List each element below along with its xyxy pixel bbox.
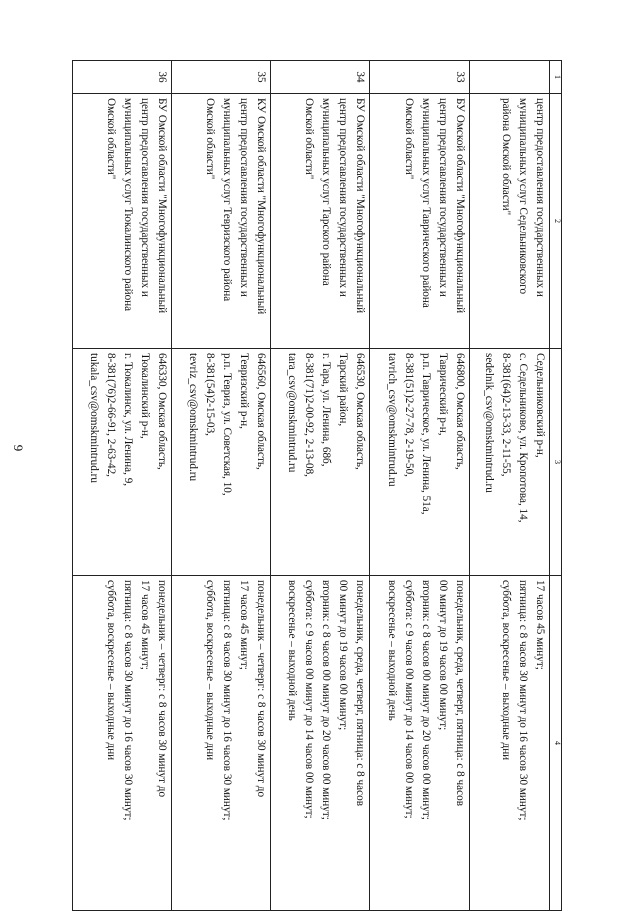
center-name-line: БУ Омской области "Многофункциональный [354, 98, 367, 314]
table-row [469, 61, 549, 911]
working-hours-line: 17 часов 45 минут; [238, 580, 251, 670]
center-name-line: Омской области" [402, 98, 415, 180]
working-hours-line: воскресенье – выходной день [286, 580, 299, 721]
row-number-cell: 35 [172, 61, 271, 94]
row-number-cell [469, 61, 549, 94]
row-number-cell: 34 [271, 61, 370, 94]
working-hours-line: понедельник – четверг: с 8 часов 30 минут до [156, 580, 169, 798]
address-line: с. Седельниково, ул. Кропотова, 14, [516, 353, 529, 523]
table-body [73, 61, 550, 911]
address-line: 8-381(54)2-15-03, [204, 353, 217, 436]
address-line: Седельниковский р-н, [533, 353, 546, 458]
center-name-cell [172, 94, 271, 349]
address-line: г. Тюкалинск, ул. Ленина, 9, [122, 353, 135, 487]
address-contacts-cell [172, 349, 271, 576]
center-name-line: БУ Омской области "Многофункциональный [453, 98, 466, 314]
address-line: р.п. Таврическое, ул. Ленина, 51а, [419, 353, 432, 515]
address-contacts-cell [469, 349, 549, 576]
working-hours-line: понедельник, среда, четверг, пятница: с 8 часов [354, 580, 367, 806]
header-cell-address: 3 [549, 349, 561, 576]
working-hours-line: суббота: с 9 часов 00 минут до 14 часов 00 минут; [303, 580, 316, 819]
working-hours-line: пятница: с 8 часов 30 минут до 16 часов 30 минут; [122, 580, 135, 821]
address-line: sedelnik_csv@omskmintrud.ru [482, 353, 495, 493]
address-line: Тюкалинский р-н, [139, 353, 152, 439]
address-line: г. Тара, ул. Ленина, 68б, [320, 353, 333, 467]
table-row [73, 61, 172, 911]
table-row [271, 61, 370, 911]
working-hours-line: понедельник – четверг: с 8 часов 30 минут до [255, 580, 268, 798]
center-name-line: Омской области" [303, 98, 316, 180]
center-name-line: муниципальных услуг Тевризского района [221, 98, 234, 302]
center-name-line: центр предоставления государственных и [436, 98, 449, 297]
working-hours-cell [73, 576, 172, 911]
address-line: tavrich_csv@omskmintrud.ru [385, 353, 398, 487]
address-line: 646530, Омская область, [354, 353, 367, 470]
center-name-line: центр предоставления государственных и [533, 98, 546, 297]
address-line: 8-381(71)2-00-92, 2-13-08, [303, 353, 316, 477]
center-name-cell [370, 94, 469, 349]
page-number: 9 [11, 444, 26, 452]
address-line: tukala_csv@omskmintrud.ru [88, 353, 101, 483]
address-line: 8-381(51)2-27-78, 2-19-50, [402, 353, 415, 477]
center-name-line: муниципальных услуг Седельниковского [516, 98, 529, 295]
address-line: 8-381(76)2-66-91, 2-63-42, [105, 353, 118, 477]
working-hours-cell [172, 576, 271, 911]
center-name-line: центр предоставления государственных и [238, 98, 251, 297]
address-contacts-cell [73, 349, 172, 576]
center-name-line: центр предоставления государственных и [139, 98, 152, 297]
center-name-line: муниципальных услуг Тюкалинского района [122, 98, 135, 312]
address-line: 646560, Омская область, [255, 353, 268, 470]
working-hours-line: суббота, воскресенье – выходные дни [499, 580, 512, 761]
header-cell-num: 1 [549, 61, 561, 94]
center-name-line: центр предоставления государственных и [337, 98, 350, 297]
table-header-row [549, 61, 561, 911]
rotated-table-wrapper [72, 60, 562, 821]
address-line: 646330, Омская область, [156, 353, 169, 470]
working-hours-line: суббота: с 9 часов 00 минут до 14 часов 00 минут; [402, 580, 415, 819]
center-name-line: Омской области" [204, 98, 217, 180]
header-cell-hours: 4 [549, 576, 561, 911]
working-hours-line: суббота, воскресенье – выходные дни [105, 580, 118, 761]
working-hours-line: 00 минут до 19 часов 00 минут; [436, 580, 449, 731]
working-hours-line: пятница: с 8 часов 30 минут до 16 часов 30 минут; [516, 580, 529, 821]
center-name-line: БУ Омской области "Многофункциональный [156, 98, 169, 314]
row-number-cell: 36 [73, 61, 172, 94]
working-hours-cell [370, 576, 469, 911]
working-hours-cell [469, 576, 549, 911]
center-name-cell [469, 94, 549, 349]
table-row [370, 61, 469, 911]
table-row [172, 61, 271, 911]
header-cell-name: 2 [549, 94, 561, 349]
address-line: р.п. Тевриз, ул. Советская, 10, [221, 353, 234, 496]
address-line: tara_csv@omskmintrud.ru [286, 353, 299, 473]
mfc-register-table [72, 60, 562, 911]
working-hours-line: 17 часов 45 минут; [533, 580, 546, 670]
center-name-line: Омской области" [105, 98, 118, 180]
working-hours-line: вторник: с 8 часов 00 минут до 20 часов 00 минут; [320, 580, 333, 820]
center-name-cell [271, 94, 370, 349]
address-contacts-cell [370, 349, 469, 576]
address-line: tevriz_csv@omskmintrud.ru [187, 353, 200, 482]
working-hours-line: пятница: с 8 часов 30 минут до 16 часов 30 минут; [221, 580, 234, 821]
center-name-line: района Омской области" [499, 98, 512, 216]
working-hours-line: вторник: с 8 часов 00 минут до 20 часов 00 минут; [419, 580, 432, 820]
address-line: Тарский район, [337, 353, 350, 427]
working-hours-line: 00 минут до 19 часов 00 минут; [337, 580, 350, 731]
working-hours-cell [271, 576, 370, 911]
address-line: Таврический р-н, [436, 353, 449, 436]
address-line: 8-381(64)2-13-33, 2-11-55, [499, 353, 512, 477]
address-line: 646800, Омская область, [453, 353, 466, 470]
working-hours-line: суббота, воскресенье – выходные дни [204, 580, 217, 761]
working-hours-line: понедельник, среда, четверг, пятница: с 8 часов [453, 580, 466, 806]
center-name-cell [73, 94, 172, 349]
center-name-line: муниципальных услуг Таврического района [419, 98, 432, 308]
working-hours-line: воскресенье – выходной день [385, 580, 398, 721]
working-hours-line: 17 часов 45 минут; [139, 580, 152, 670]
row-number-cell: 33 [370, 61, 469, 94]
center-name-line: КУ Омской области "Многофункциональный [255, 98, 268, 315]
address-line: Тевризский р-н, [238, 353, 251, 429]
center-name-line: муниципальных услуг Тарского района [320, 98, 333, 286]
address-contacts-cell [271, 349, 370, 576]
